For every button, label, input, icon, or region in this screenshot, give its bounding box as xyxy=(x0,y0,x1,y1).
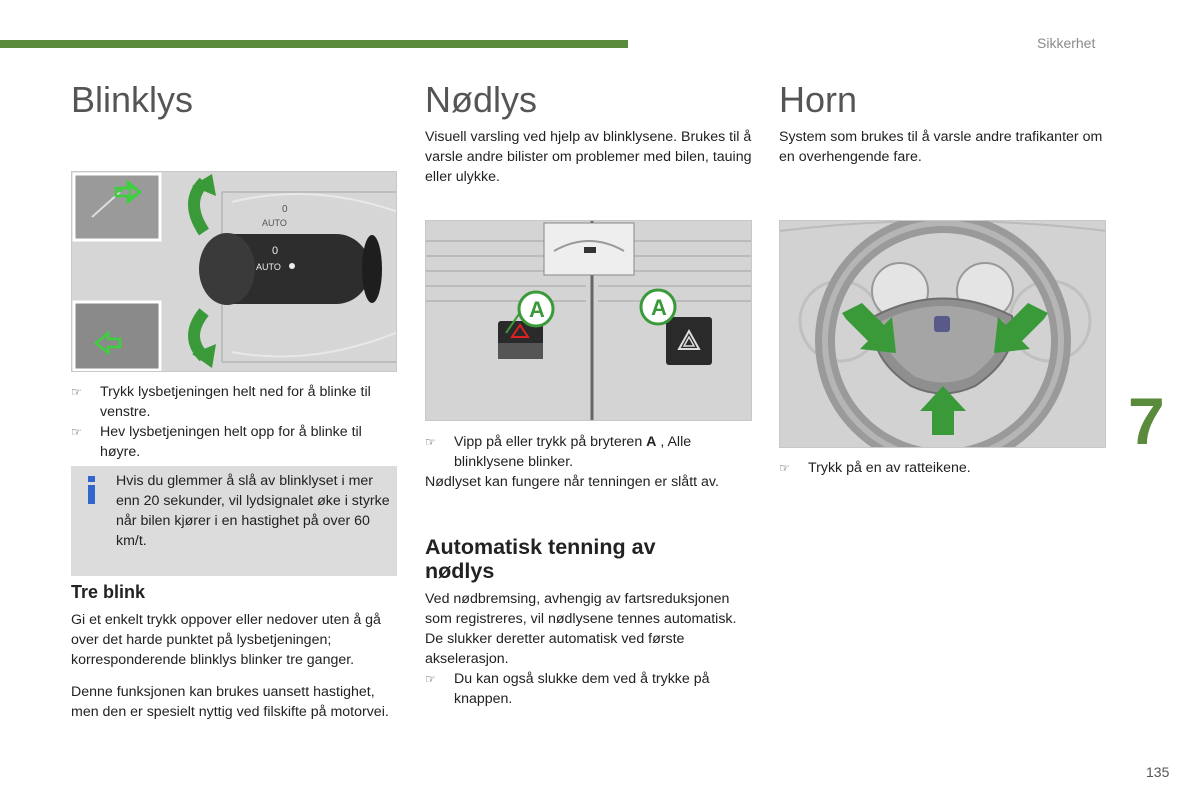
nodlys-instructions xyxy=(425,432,752,492)
horn-heading: Horn xyxy=(779,79,858,120)
label-a-left: A xyxy=(529,297,545,322)
stalk-label-auto: AUTO xyxy=(256,262,281,272)
tre-blink-para2: Denne funksjonen kan brukes uansett hastighet, men den er spesielt nyttig ved filskifte på motorvei. xyxy=(71,684,389,720)
tre-blink-section xyxy=(71,581,397,722)
auto-nodlys-para2: De slukker deretter automatisk ved første akselerasjon. xyxy=(425,631,685,667)
stalk-label-zero: 0 xyxy=(272,245,279,257)
bullet-right-signal: ☞ Hev lysbetjeningen helt opp for å blinke til høyre. xyxy=(71,424,362,460)
wheel-illustration-svg xyxy=(780,221,1106,448)
finger-icon: ☞ xyxy=(425,672,436,686)
horn-intro: System som brukes til å varsle andre trafikanter om en overhengende fare. xyxy=(779,129,1103,165)
panel-label-zero: 0 xyxy=(282,204,288,215)
auto-nodlys-section xyxy=(425,535,752,709)
info-icon xyxy=(85,476,97,504)
auto-nodlys-heading: Automatisk tenning av nødlys xyxy=(425,535,656,583)
horn-instructions xyxy=(779,458,1106,478)
bullet-switch-off: ☞ Du kan også slukke dem ved å trykke på knappen. xyxy=(425,671,710,707)
nodlys-intro: Visuell varsling ved hjelp av blinklysene. Brukes til å varsle andre bilister om problemer med bilen, tauing eller ulykke. xyxy=(425,129,752,185)
hazard-illustration-svg xyxy=(426,221,752,421)
tre-blink-heading: Tre blink xyxy=(71,582,146,602)
page-number: 135 xyxy=(1146,764,1170,780)
finger-icon: ☞ xyxy=(779,461,790,475)
bullet-horn: ☞ Trykk på en av ratteikene. xyxy=(779,460,971,476)
blinklys-heading: Blinklys xyxy=(71,79,194,120)
nodlys-ignition-note: Nødlyset kan fungere når tenningen er slått av. xyxy=(425,474,719,490)
chapter-number: 7 xyxy=(1128,384,1165,458)
blinklys-bullets xyxy=(71,382,397,462)
finger-icon: ☞ xyxy=(71,385,82,399)
label-a-right: A xyxy=(651,295,667,320)
steering-wheel-illustration xyxy=(779,220,1106,448)
info-text: Hvis du glemmer å slå av blinklyset i mer enn 20 sekunder, vil lydsignalet øke i styrke når bilen kjører i en hastighet på over 60 km/t. xyxy=(116,473,390,549)
panel-label-auto: AUTO xyxy=(262,218,287,228)
turn-signal-stalk-illustration xyxy=(71,171,397,372)
bullet-hazard-switch: ☞ Vipp på eller trykk på bryteren A , Alle blinklysene blinker. xyxy=(425,434,692,470)
stalk-illustration-svg xyxy=(72,172,397,372)
nodlys-heading: Nødlys xyxy=(425,79,538,120)
auto-nodlys-para: Ved nødbremsing, avhengig av fartsreduksjonen som registreres, vil nødlysene tennes automatisk. xyxy=(425,591,737,627)
finger-icon: ☞ xyxy=(71,425,82,439)
brand-logo-icon xyxy=(934,316,950,332)
bullet-left-signal: ☞ Trykk lysbetjeningen helt ned for å blinke til venstre. xyxy=(71,384,371,420)
hazard-switch-illustration xyxy=(425,220,752,421)
info-box xyxy=(71,466,397,576)
section-title: Sikkerhet xyxy=(1037,35,1096,51)
tre-blink-para1: Gi et enkelt trykk oppover eller nedover uten å gå over det harde punktet på lysbetjeningen; korresponderende blinklys blinker tre ganger. xyxy=(71,612,381,668)
finger-icon: ☞ xyxy=(425,435,436,449)
